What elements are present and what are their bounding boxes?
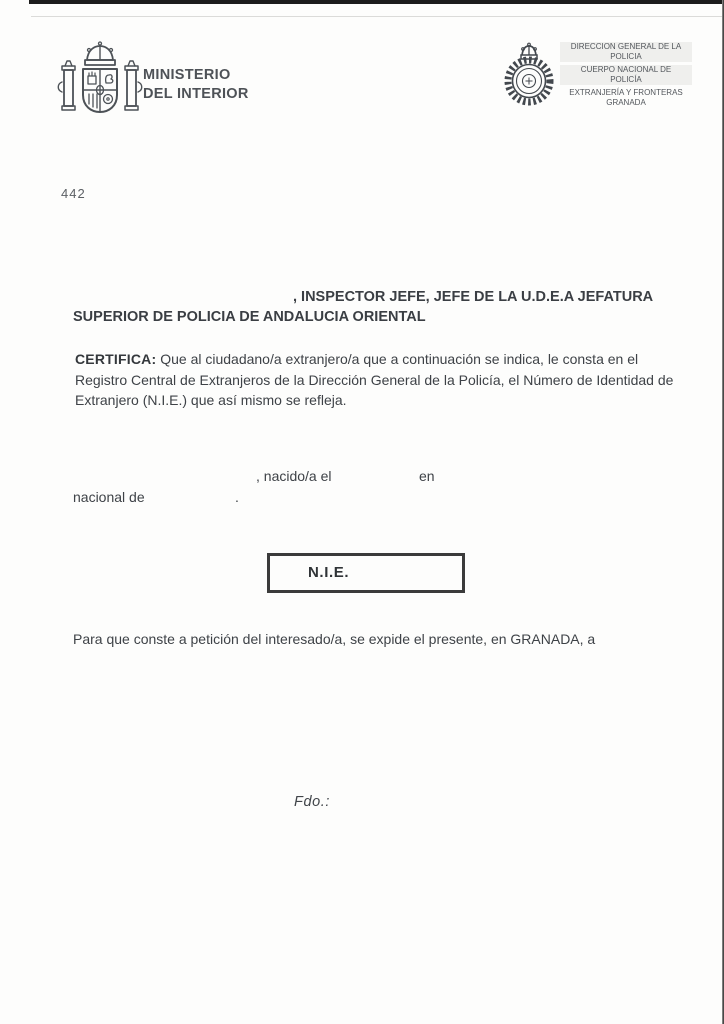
police-unit-line: EXTRANJERÍA Y FRONTERAS bbox=[569, 88, 683, 97]
birth-line-en: en bbox=[419, 468, 435, 484]
police-unit-entry bbox=[560, 65, 692, 85]
closing-line: Para que conste a petición del interesado/a, se expide el presente, en GRANADA, a bbox=[73, 631, 596, 647]
nie-label: N.I.E. bbox=[308, 564, 350, 581]
certifica-text: Que al ciudadano/a extranjero/a que a continuación se indica, le consta en el Registro Central de Extranjeros de la Dirección General de la Policía, el Número de Identidad de Extranjero (N.I.E.) que así mismo se refleja. bbox=[75, 351, 674, 408]
certifica-paragraph bbox=[75, 349, 677, 411]
ministry-title-line1: MINISTERIO bbox=[143, 67, 231, 83]
signature-label: Fdo.: bbox=[294, 794, 331, 810]
document-number: 442 bbox=[61, 186, 86, 201]
certificate-title-line1: , INSPECTOR JEFE, JEFE DE LA U.D.E.A JEFATURA bbox=[293, 289, 654, 305]
police-unit-entry bbox=[560, 88, 692, 108]
police-unit-line: GRANADA bbox=[606, 98, 646, 107]
certificate-title-line2: SUPERIOR DE POLICIA DE ANDALUCIA ORIENTAL bbox=[73, 308, 426, 325]
policia-nacional-badge-icon bbox=[497, 39, 561, 107]
scan-top-edge bbox=[29, 0, 724, 4]
birth-line-nacido: , nacido/a el bbox=[256, 468, 332, 484]
police-unit-entry bbox=[560, 42, 692, 62]
birth-line bbox=[0, 468, 724, 486]
nationality-line bbox=[0, 489, 724, 507]
nationality-period: . bbox=[235, 489, 239, 505]
police-unit-line: POLICÍA bbox=[610, 75, 642, 84]
police-unit-line: POLICIA bbox=[610, 52, 642, 61]
police-unit-line: DIRECCION GENERAL DE LA bbox=[570, 42, 682, 51]
certificate-title bbox=[73, 288, 679, 327]
police-unit-block bbox=[560, 42, 692, 111]
nationality-label: nacional de bbox=[73, 489, 145, 505]
nie-box bbox=[267, 553, 465, 593]
ministry-title-line2: DEL INTERIOR bbox=[143, 85, 249, 102]
certifica-label: CERTIFICA: bbox=[75, 351, 157, 367]
police-unit-line: CUERPO NACIONAL DE bbox=[580, 65, 672, 74]
ministry-title bbox=[143, 66, 249, 103]
spain-coat-of-arms-icon bbox=[56, 38, 144, 128]
scan-fold-line bbox=[31, 16, 722, 17]
